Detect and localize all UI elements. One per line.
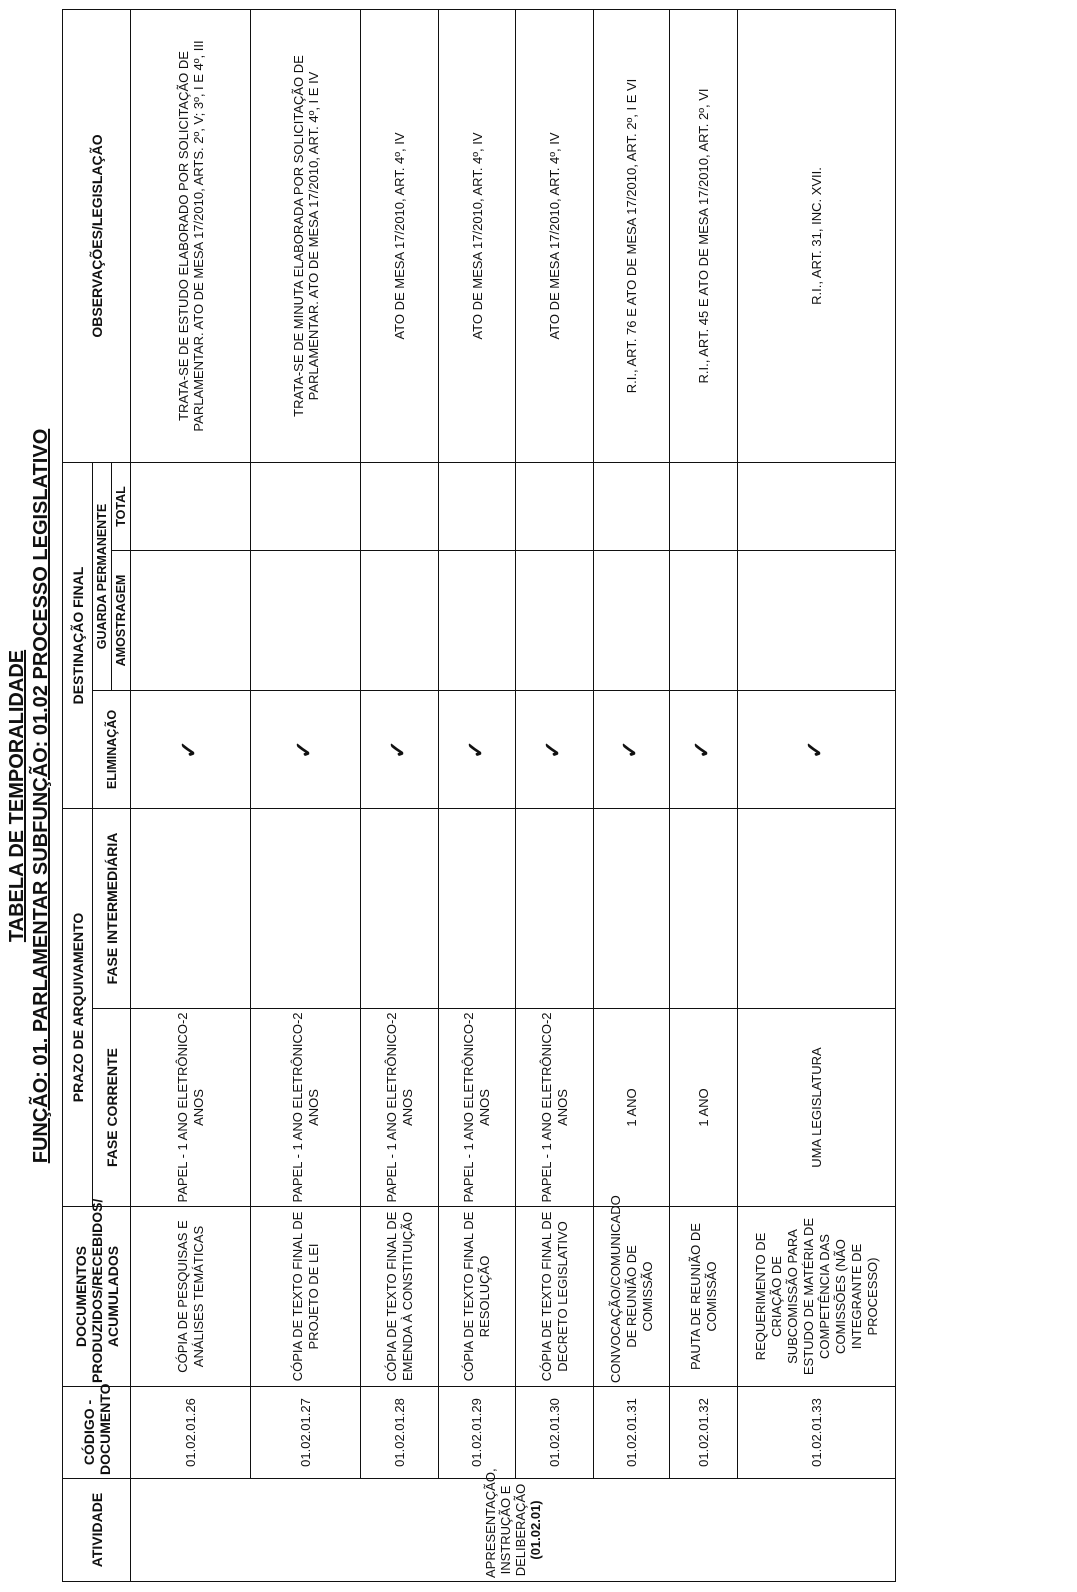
total-cell: [594, 462, 670, 550]
total-cell: [516, 462, 594, 550]
observacoes-cell: ATO DE MESA 17/2010, ART. 4º, IV: [516, 9, 594, 462]
eliminacao-cell: [516, 691, 594, 809]
codigo-cell: 01.02.01.27: [251, 1387, 361, 1479]
documento-cell: CÓPIA DE TEXTO FINAL DE DECRETO LEGISLATIVO: [516, 1207, 594, 1387]
codigo-cell: 01.02.01.30: [516, 1387, 594, 1479]
fase-intermediaria-cell: [670, 809, 738, 1009]
fase-intermediaria-cell: [594, 809, 670, 1009]
check-mark-icon: ✓: [291, 740, 316, 759]
fase-intermediaria-cell: [131, 809, 251, 1009]
documento-cell: CÓPIA DE TEXTO FINAL DE EMENDA À CONSTITUIÇÃO: [361, 1207, 439, 1387]
eliminacao-cell: [251, 691, 361, 809]
documento-cell: REQUERIMENTO DE CRIAÇÃO DE SUBCOMISSÃO PARA ESTUDO DE MATÉRIA DE COMPETÊNCIA DAS COMISSÕES (NÃO INTEGRANTE DE PROCESSO): [738, 1207, 896, 1387]
documento-cell: PAUTA DE REUNIÃO DE COMISSÃO: [670, 1207, 738, 1387]
fase-intermediaria-cell: [516, 809, 594, 1009]
amostragem-cell: [439, 551, 516, 691]
codigo-cell: 01.02.01.28: [361, 1387, 439, 1479]
fase-corrente-cell: PAPEL - 1 ANO ELETRÔNICO-2 ANOS: [439, 1009, 516, 1207]
table-row: [670, 9, 738, 1581]
codigo-cell: 01.02.01.33: [738, 1387, 896, 1479]
observacoes-cell: R.I., ART. 31, INC. XVII.: [738, 9, 896, 462]
fase-corrente-cell: PAPEL - 1 ANO ELETRÔNICO-2 ANOS: [251, 1009, 361, 1207]
observacoes-cell: R.I., ART. 45 E ATO DE MESA 17/2010, ART. 2º, VI: [670, 9, 738, 462]
amostragem-cell: [670, 551, 738, 691]
observacoes-cell: ATO DE MESA 17/2010, ART. 4º, IV: [361, 9, 439, 462]
header-eliminacao: ELIMINAÇÃO: [93, 691, 131, 809]
codigo-cell: 01.02.01.26: [131, 1387, 251, 1479]
documento-cell: CÓPIA DE TEXTO FINAL DE PROJETO DE LEI: [251, 1207, 361, 1387]
fase-corrente-cell: PAPEL - 1 ANO ELETRÔNICO-2 ANOS: [361, 1009, 439, 1207]
fase-corrente-cell: PAPEL - 1 ANO ELETRÔNICO-2 ANOS: [131, 1009, 251, 1207]
fase-corrente-cell: 1 ANO: [594, 1009, 670, 1207]
amostragem-cell: [251, 551, 361, 691]
header-observacoes: OBSERVAÇÕES/LEGISLAÇÃO: [63, 9, 131, 462]
codigo-cell: 01.02.01.29: [439, 1387, 516, 1479]
temporality-table: [62, 9, 896, 1582]
fase-corrente-cell: UMA LEGISLATURA: [738, 1009, 896, 1207]
header-fase-intermediaria: FASE INTERMEDIÁRIA: [93, 809, 131, 1009]
observacoes-cell: ATO DE MESA 17/2010, ART. 4º, IV: [439, 9, 516, 462]
header-destinacao: DESTINAÇÃO FINAL: [63, 462, 93, 808]
page-title: TABELA DE TEMPORALIDADE: [6, 649, 28, 943]
check-mark-icon: ✓: [617, 740, 642, 759]
header-fase-corrente: FASE CORRENTE: [93, 1009, 131, 1207]
observacoes-cell: TRATA-SE DE ESTUDO ELABORADO POR SOLICITAÇÃO DE PARLAMENTAR. ATO DE MESA 17/2010, ARTS. 2º, V; 3º, I E 4º, III: [131, 9, 251, 462]
codigo-cell: 01.02.01.31: [594, 1387, 670, 1479]
check-mark-icon: ✓: [540, 740, 565, 759]
fase-intermediaria-cell: [361, 809, 439, 1009]
total-cell: [439, 462, 516, 550]
amostragem-cell: [516, 551, 594, 691]
codigo-cell: 01.02.01.32: [670, 1387, 738, 1479]
eliminacao-cell: [594, 691, 670, 809]
documento-cell: CÓPIA DE TEXTO FINAL DE RESOLUÇÃO: [439, 1207, 516, 1387]
fase-corrente-cell: PAPEL - 1 ANO ELETRÔNICO-2 ANOS: [516, 1009, 594, 1207]
check-mark-icon: ✓: [802, 740, 827, 759]
fase-intermediaria-cell: [439, 809, 516, 1009]
header-guarda-permanente: GUARDA PERMANENTE: [93, 462, 112, 690]
documento-cell: CONVOCAÇÃO/COMUNICADO DE REUNIÃO DE COMISSÃO: [594, 1207, 670, 1387]
fase-intermediaria-cell: [251, 809, 361, 1009]
check-mark-icon: ✓: [689, 740, 714, 759]
header-codigo: CÓDIGO - DOCUMENTO: [63, 1387, 131, 1479]
table-row: [439, 9, 516, 1581]
total-cell: [131, 462, 251, 550]
amostragem-cell: [361, 551, 439, 691]
documento-cell: CÓPIA DE PESQUISAS E ANÁLISES TEMÁTICAS: [131, 1207, 251, 1387]
total-cell: [251, 462, 361, 550]
header-amostragem: AMOSTRAGEM: [112, 551, 131, 691]
amostragem-cell: [594, 551, 670, 691]
header-prazo: PRAZO DE ARQUIVAMENTO: [63, 809, 93, 1207]
header-total: TOTAL: [112, 462, 131, 550]
check-mark-icon: ✓: [176, 740, 201, 759]
header-atividade: ATIVIDADE: [63, 1479, 131, 1582]
total-cell: [738, 462, 896, 550]
amostragem-cell: [131, 551, 251, 691]
atividade-cell: [131, 1468, 896, 1582]
check-mark-icon: ✓: [462, 740, 488, 759]
total-cell: [361, 462, 439, 550]
observacoes-cell: TRATA-SE DE MINUTA ELABORADA POR SOLICITAÇÃO DE PARLAMENTAR. ATO DE MESA 17/2010, ART. 4º, I E IV: [251, 9, 361, 462]
check-mark-icon: ✓: [385, 740, 410, 759]
eliminacao-cell: [738, 691, 896, 809]
table-row: [131, 9, 251, 1581]
table-row: [594, 9, 670, 1581]
table-row: [738, 9, 896, 1581]
atividade-code: (01.02.01): [528, 1500, 543, 1560]
table-row: [361, 9, 439, 1581]
table-row: [251, 9, 361, 1581]
eliminacao-cell: [439, 691, 516, 809]
eliminacao-cell: [361, 691, 439, 809]
header-documentos: DOCUMENTOS PRODUZIDOS/RECEBIDOS/ ACUMULADOS: [63, 1207, 131, 1387]
atividade-label: APRESENTAÇÃO, INSTRUÇÃO E DELIBERAÇÃO: [483, 1468, 528, 1578]
fase-intermediaria-cell: [738, 809, 896, 1009]
amostragem-cell: [738, 551, 896, 691]
eliminacao-cell: [670, 691, 738, 809]
eliminacao-cell: [131, 691, 251, 809]
table-row: [516, 9, 594, 1581]
total-cell: [670, 462, 738, 550]
fase-corrente-cell: 1 ANO: [670, 1009, 738, 1207]
observacoes-cell: R.I., ART. 76 E ATO DE MESA 17/2010, ART. 2º, I E VI: [594, 9, 670, 462]
page-subtitle: FUNÇÃO: 01. PARLAMENTAR SUBFUNÇÃO: 01.02 PROCESSO LEGISLATIVO: [30, 428, 52, 1164]
